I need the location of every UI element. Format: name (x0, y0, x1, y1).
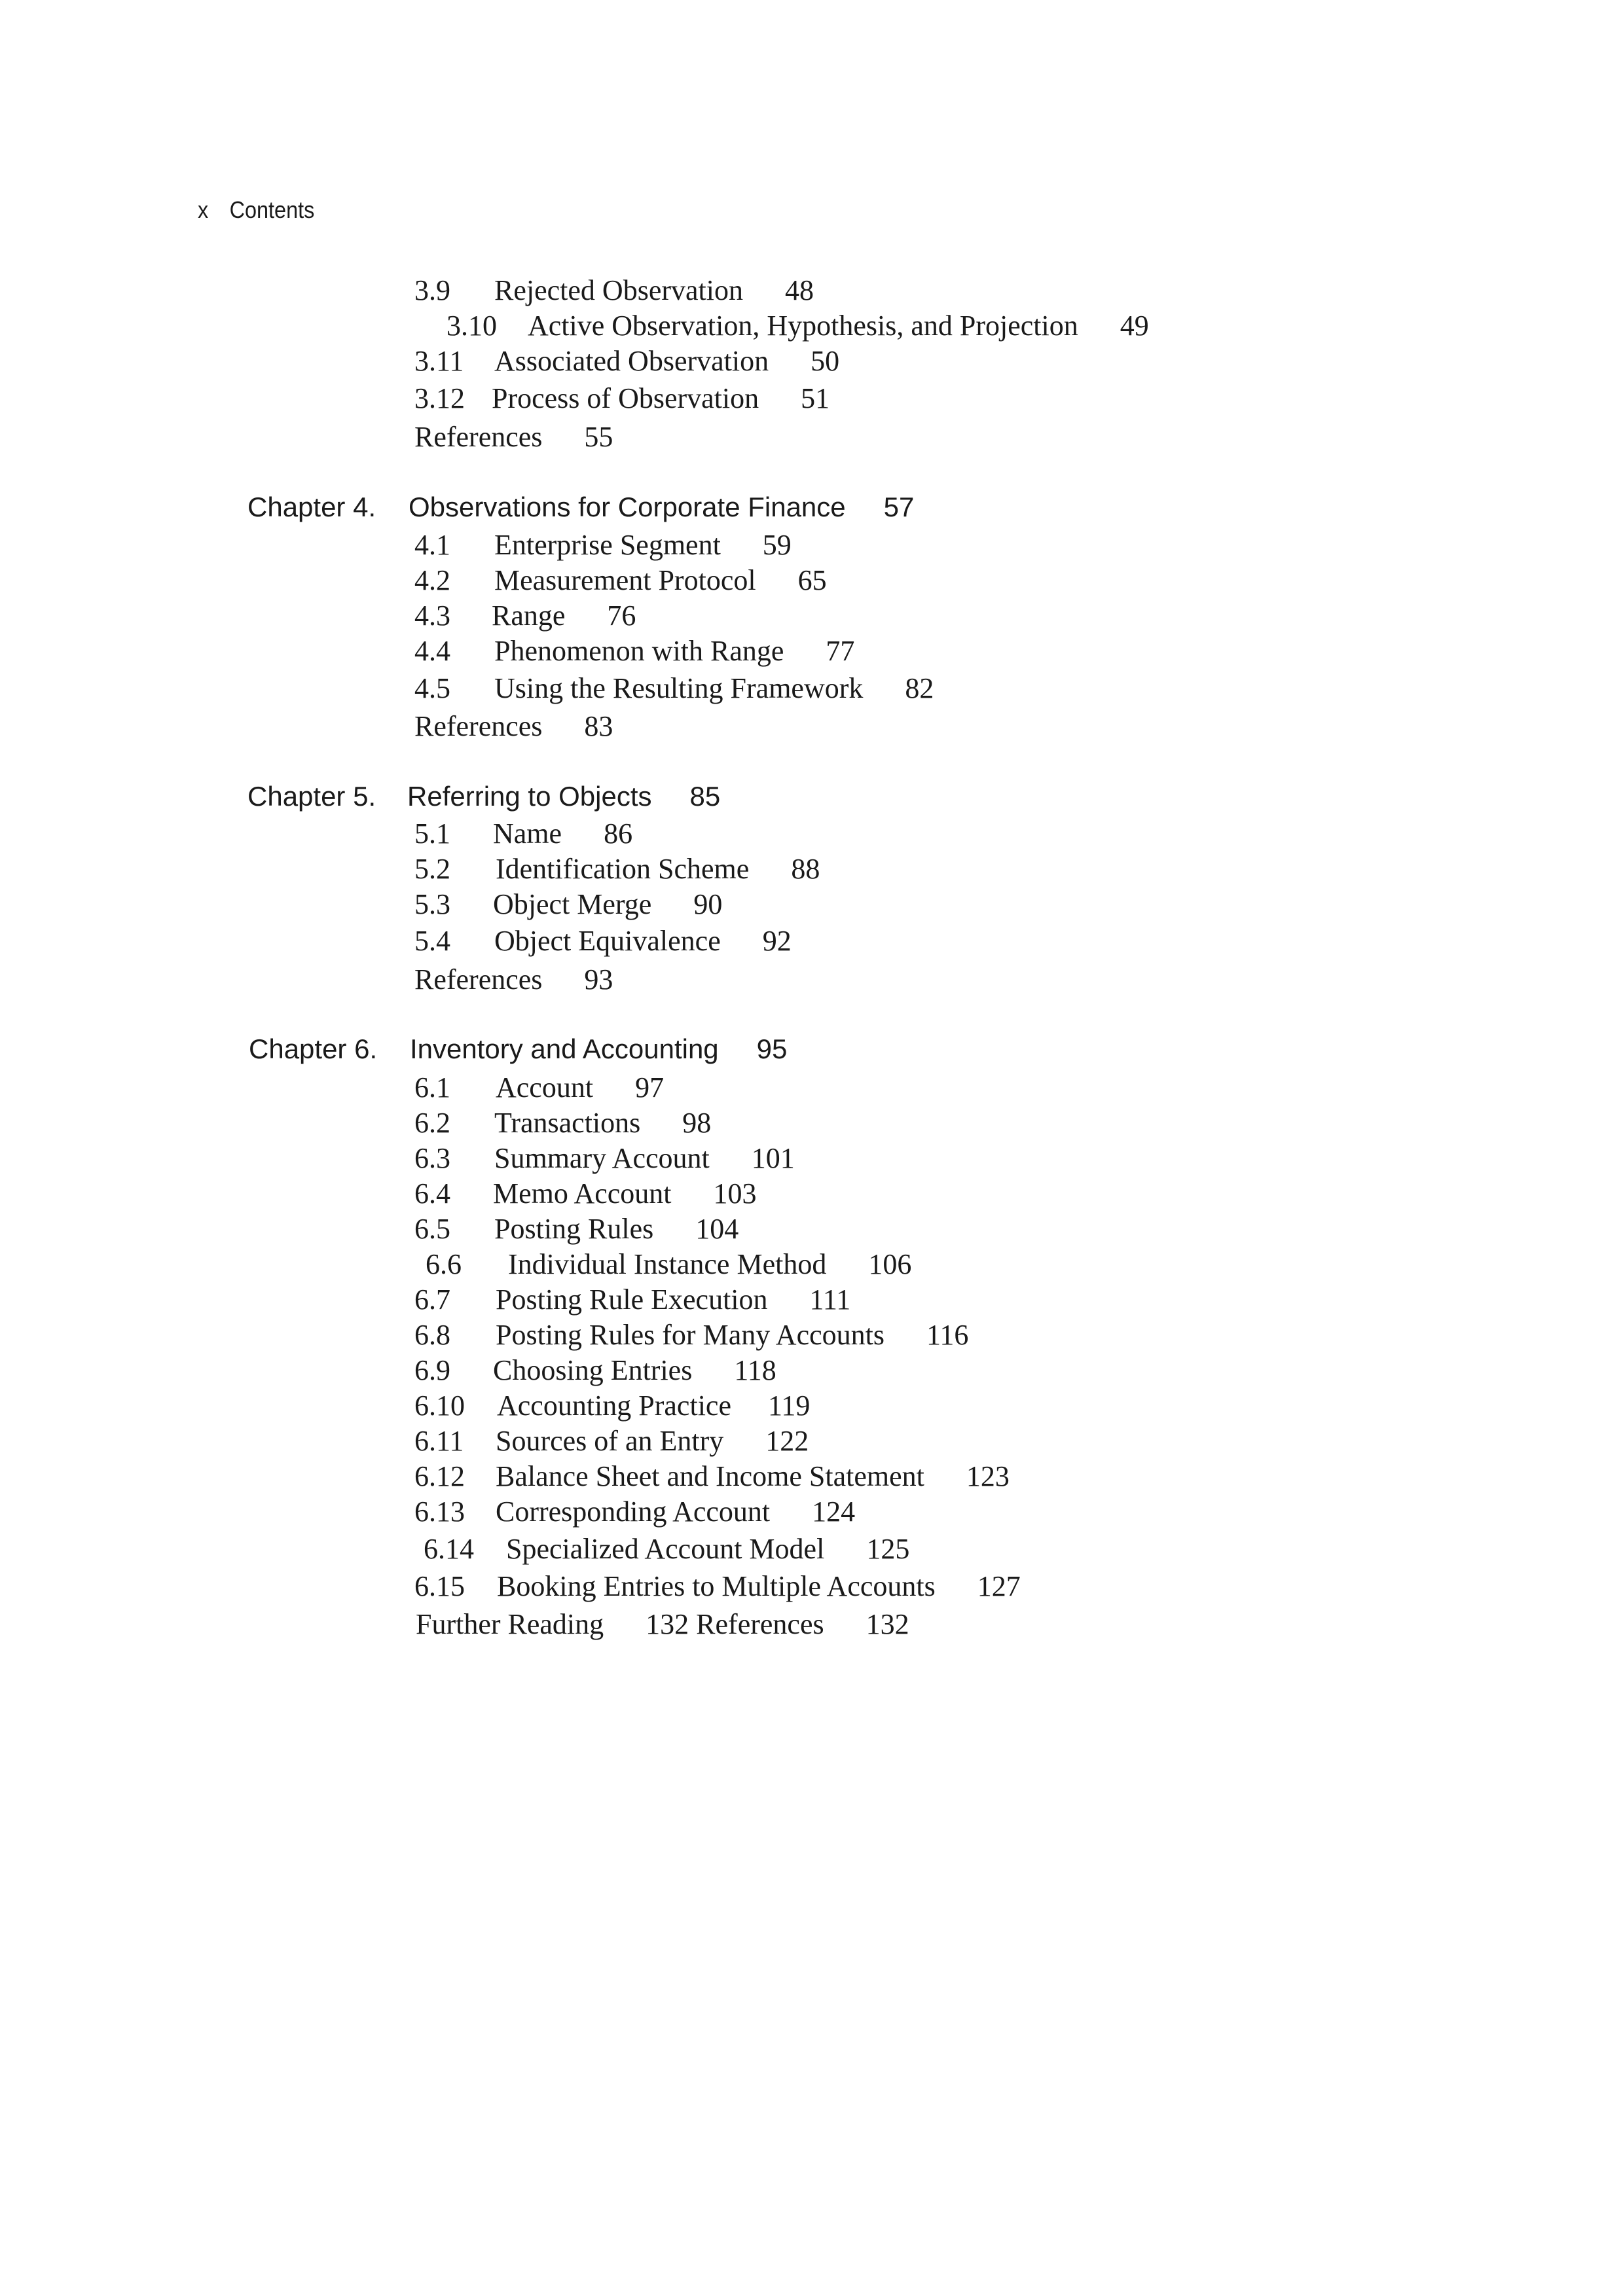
page-number: 93 (584, 963, 613, 996)
page-number: 101 (751, 1142, 795, 1174)
section-title: Specialized Account Model (506, 1533, 825, 1565)
page-number: 116 (926, 1319, 969, 1351)
toc-references[interactable] (414, 712, 613, 741)
section-title: Memo Account (493, 1177, 672, 1210)
toc-entry[interactable] (414, 1285, 850, 1314)
section-title: Corresponding Account (496, 1496, 771, 1528)
references-label: References (414, 963, 543, 996)
toc-entry[interactable] (414, 855, 820, 884)
toc-entry[interactable] (414, 384, 830, 413)
section-number: 6.11 (414, 1425, 464, 1457)
running-head-title: Contents (229, 196, 315, 223)
page-number: 111 (809, 1283, 851, 1316)
page-number: 132 (866, 1608, 909, 1640)
section-number: 4.3 (414, 600, 450, 632)
page-folio: x (198, 196, 209, 223)
toc-entry[interactable] (414, 890, 722, 919)
section-number: 4.2 (414, 564, 450, 596)
page-number: 76 (607, 600, 636, 632)
toc-entry[interactable] (414, 1144, 795, 1173)
chapter-number: Chapter 5. (247, 781, 376, 812)
toc-entry[interactable] (426, 1250, 911, 1279)
section-number: 5.3 (414, 888, 450, 920)
toc-entry[interactable] (414, 1427, 809, 1456)
section-title: Sources of an Entry (496, 1425, 724, 1457)
section-title: Posting Rules (494, 1213, 654, 1245)
section-number: 5.1 (414, 817, 450, 850)
references-label: References (414, 710, 543, 742)
section-number: 6.14 (424, 1533, 474, 1565)
section-number: 3.11 (414, 345, 464, 377)
section-number: 6.7 (414, 1283, 450, 1316)
section-number: 5.4 (414, 925, 450, 957)
toc-entry[interactable] (424, 1535, 909, 1564)
section-title: Process of Observation (492, 382, 759, 414)
section-number: 6.1 (414, 1071, 450, 1103)
section-title: Account (496, 1071, 594, 1103)
toc-entry[interactable] (414, 1572, 1021, 1601)
section-title: Enterprise Segment (494, 529, 721, 561)
section-title: Range (492, 600, 566, 632)
toc-entry[interactable] (414, 347, 839, 376)
page-number: 49 (1120, 310, 1149, 342)
section-number: 3.12 (414, 382, 465, 414)
page-number: 92 (762, 925, 792, 957)
chapter-title: Observations for Corporate Finance (409, 492, 846, 522)
page-number: 118 (734, 1354, 776, 1386)
toc-entry[interactable] (414, 1356, 776, 1385)
page-number: 127 (977, 1570, 1021, 1602)
page-number: 51 (801, 382, 830, 414)
chapter-title: Inventory and Accounting (410, 1033, 719, 1064)
section-title: Booking Entries to Multiple Accounts (497, 1570, 936, 1602)
page-number: 85 (689, 781, 721, 812)
section-title: Summary Account (494, 1142, 710, 1174)
toc-entry[interactable] (414, 637, 854, 666)
page-number: 65 (797, 564, 827, 596)
page-number: 95 (756, 1033, 788, 1064)
section-title: Rejected Observation (494, 274, 743, 306)
chapter-heading[interactable] (247, 783, 720, 810)
page-number: 88 (791, 853, 820, 885)
references-label: References (696, 1608, 824, 1640)
page-number: 104 (695, 1213, 739, 1245)
page-number: 57 (883, 492, 915, 522)
section-number: 6.5 (414, 1213, 450, 1245)
toc-entry[interactable] (414, 674, 934, 703)
page-number: 77 (826, 635, 855, 667)
section-number: 6.12 (414, 1460, 465, 1492)
toc-further-reading[interactable] (416, 1610, 909, 1639)
toc-entry[interactable] (414, 531, 792, 560)
toc-entry[interactable] (414, 566, 827, 595)
chapter-heading[interactable] (247, 493, 914, 521)
further-reading-label: Further Reading (416, 1608, 604, 1640)
chapter-number: Chapter 6. (249, 1033, 378, 1064)
running-head (198, 196, 314, 224)
toc-entry[interactable] (414, 276, 814, 305)
section-title: Choosing Entries (493, 1354, 693, 1386)
section-number: 4.4 (414, 635, 450, 667)
page-number: 106 (868, 1248, 912, 1280)
toc-references[interactable] (414, 965, 613, 994)
section-number: 6.6 (426, 1248, 462, 1280)
section-number: 6.8 (414, 1319, 450, 1351)
toc-entry[interactable] (414, 1321, 968, 1350)
page-number: 83 (584, 710, 613, 742)
section-number: 3.9 (414, 274, 450, 306)
section-title: Transactions (494, 1107, 641, 1139)
chapter-number: Chapter 4. (247, 492, 376, 522)
toc-entry[interactable] (414, 819, 632, 848)
page-number: 97 (635, 1071, 665, 1103)
section-number: 6.15 (414, 1570, 465, 1602)
section-number: 5.2 (414, 853, 450, 885)
section-number: 6.3 (414, 1142, 450, 1174)
page-number: 90 (693, 888, 723, 920)
page-number: 124 (812, 1496, 856, 1528)
section-title: Using the Resulting Framework (494, 672, 864, 704)
section-title: Phenomenon with Range (494, 635, 784, 667)
toc-entry[interactable] (414, 1215, 739, 1244)
section-title: Object Equivalence (494, 925, 721, 957)
toc-entry[interactable] (447, 312, 1149, 340)
section-number: 3.10 (447, 310, 497, 342)
chapter-title: Referring to Objects (407, 781, 652, 812)
section-title: Active Observation, Hypothesis, and Projection (528, 310, 1078, 342)
page-number: 103 (713, 1177, 757, 1210)
page-number: 55 (584, 421, 613, 453)
section-number: 6.13 (414, 1496, 465, 1528)
page-number: 119 (767, 1390, 811, 1422)
section-title: Posting Rule Execution (496, 1283, 768, 1316)
section-title: Object Merge (493, 888, 652, 920)
section-title: Balance Sheet and Income Statement (496, 1460, 924, 1492)
page-number: 50 (811, 345, 840, 377)
section-title: Associated Observation (494, 345, 769, 377)
toc-references[interactable] (414, 423, 613, 452)
section-number: 4.5 (414, 672, 450, 704)
chapter-heading[interactable] (249, 1035, 787, 1063)
section-number: 6.10 (414, 1390, 465, 1422)
page-number: 86 (604, 817, 633, 850)
page-number: 123 (966, 1460, 1010, 1492)
section-title: Individual Instance Method (508, 1248, 827, 1280)
toc-entry[interactable] (414, 1109, 711, 1138)
page-number: 125 (866, 1533, 910, 1565)
section-number: 6.9 (414, 1354, 450, 1386)
toc-entry[interactable] (414, 1179, 757, 1208)
page-number: 98 (682, 1107, 712, 1139)
toc-entry[interactable] (414, 1391, 810, 1420)
page-number: 122 (765, 1425, 809, 1457)
toc-entry[interactable] (414, 927, 792, 956)
toc-entry[interactable] (414, 1462, 1010, 1491)
section-number: 4.1 (414, 529, 450, 561)
section-number: 6.2 (414, 1107, 450, 1139)
section-title: Name (493, 817, 562, 850)
references-label: References (414, 421, 543, 453)
section-number: 6.4 (414, 1177, 450, 1210)
toc-entry[interactable] (414, 601, 636, 630)
page-number: 59 (762, 529, 792, 561)
page-number: 82 (905, 672, 934, 704)
section-title: Posting Rules for Many Accounts (496, 1319, 884, 1351)
section-title: Measurement Protocol (494, 564, 756, 596)
page-number: 132 (646, 1608, 689, 1640)
section-title: Identification Scheme (496, 853, 750, 885)
page-number: 48 (784, 274, 814, 306)
toc-entry[interactable] (414, 1073, 664, 1102)
toc-entry[interactable] (414, 1498, 855, 1526)
section-title: Accounting Practice (497, 1390, 731, 1422)
